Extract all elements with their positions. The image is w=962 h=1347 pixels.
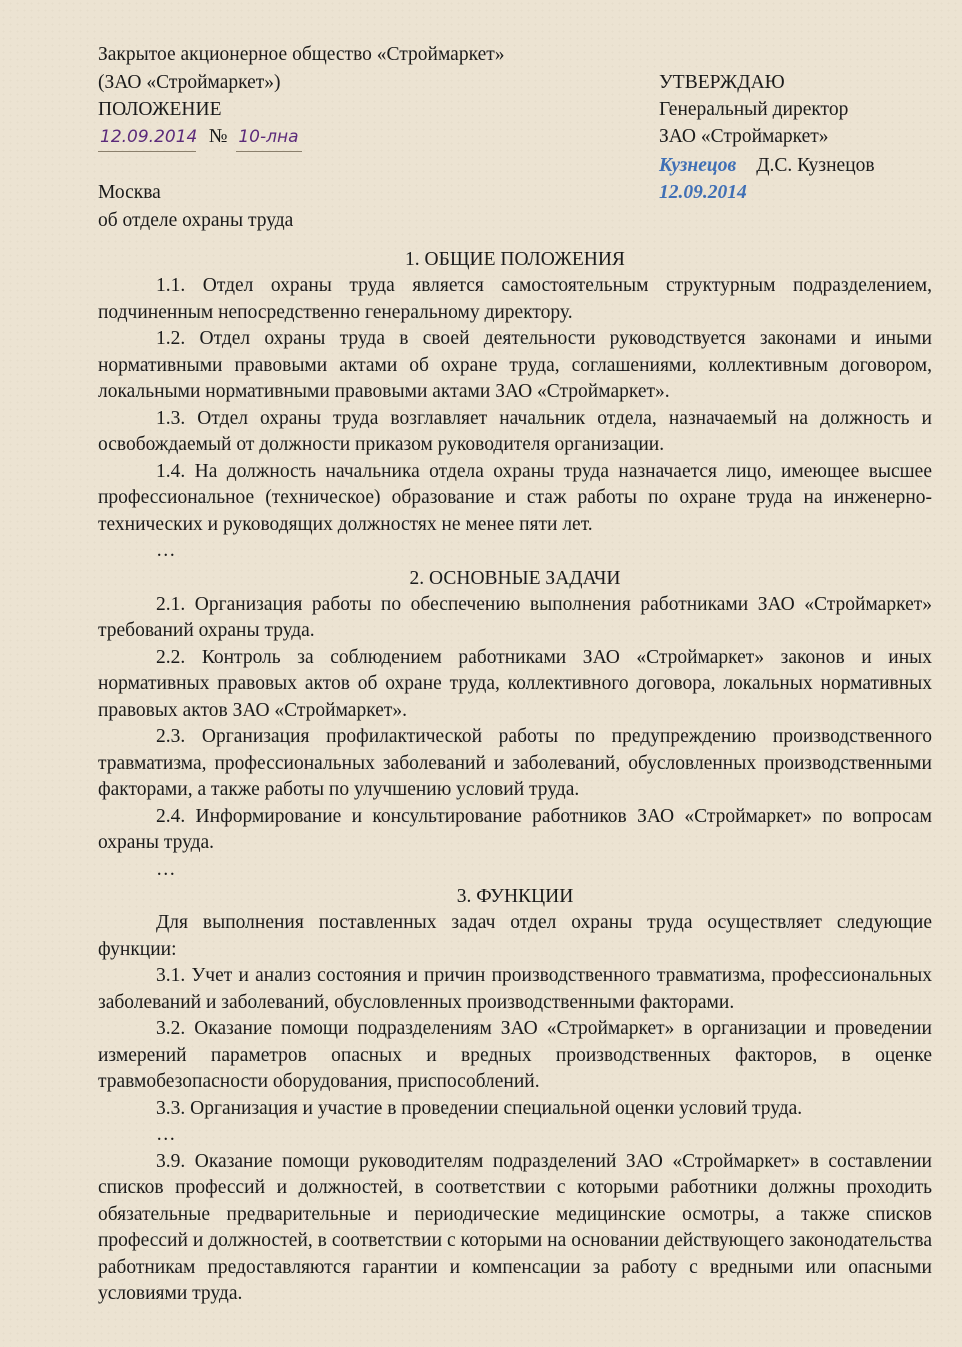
ellipsis: …: [156, 858, 176, 880]
paragraph: 2.4. Информирование и консультирование работников ЗАО «Строймаркет» по вопросам охраны труда.: [98, 805, 932, 853]
paragraph: 3.3. Организация и участие в проведении специальной оценки условий труда.: [156, 1097, 803, 1119]
city: Москва: [98, 182, 161, 203]
date-number-line: [98, 123, 302, 152]
paragraph: 2.3. Организация профилактической работы по предупреждению производственного травматизма, профессиональных заболеваний и заболеваний, обусловленных производственными факторами, а также работы по улучшению условий труда.: [98, 726, 932, 800]
paragraph: 3.9. Оказание помощи руководителям подразделений ЗАО «Строймаркет» в составлении списков профессий и должностей, в соответствии с которыми работники должны проходить обязательные предварительные и периодические медицинские осмотры, а также списков профессий и должностей, в соответствии с которыми на основании действующего законодательства работникам предоставляются гарантии и компенсации за работу с вредными или опасными условиями труда.: [98, 1150, 932, 1304]
document-number: 10-лна: [236, 124, 302, 152]
approver-name: Д.С. Кузнецов: [756, 155, 875, 176]
ellipsis: …: [156, 1124, 176, 1145]
paragraph: 1.1. Отдел охраны труда является самостоятельным структурным подразделением, подчиненным непосредственно генеральному директору.: [98, 275, 932, 323]
org-short-name: (ЗАО «Строймаркет»): [98, 72, 281, 93]
section-intro: Для выполнения поставленных задач отдел охраны труда осуществляет следующие функции:: [98, 912, 932, 960]
document-type: ПОЛОЖЕНИЕ: [98, 99, 222, 120]
section-heading: 3. ФУНКЦИИ: [456, 886, 574, 907]
section-heading: 2. ОСНОВНЫЕ ЗАДАЧИ: [409, 567, 621, 589]
handwritten-signature: Кузнецов: [659, 155, 737, 176]
document-header: [0, 0, 962, 240]
document-body: [98, 246, 932, 1308]
document-date: 12.09.2014: [98, 124, 196, 152]
paragraph: 2.2. Контроль за соблюдением работниками ЗАО «Строймаркет» законов и иных нормативных правовых актов об охране труда, коллективного договора, локальных нормативных правовых актов ЗАО «Строймаркет».: [98, 646, 932, 721]
paragraph: 3.1. Учет и анализ состояния и причин производственного травматизма, профессиональных заболеваний и заболеваний, обусловленных производственными факторами.: [98, 965, 932, 1013]
approval-date: 12.09.2014: [659, 182, 747, 203]
signature-line: [659, 152, 875, 179]
paragraph: 1.3. Отдел охраны труда возглавляет начальник отдела, назначаемый на должность и освобождаемый от должности приказом руководителя организации.: [98, 407, 932, 455]
number-sign: №: [208, 126, 228, 147]
approve-title: УТВЕРЖДАЮ: [659, 72, 785, 93]
ellipsis: …: [156, 540, 176, 561]
approver-org: ЗАО «Строймаркет»: [659, 126, 829, 147]
paragraph: 3.2. Оказание помощи подразделениям ЗАО «Строймаркет» в организации и проведении измерений параметров опасных и вредных производственных факторов, в оценке травмобезопасности оборудования, приспособлений.: [98, 1018, 932, 1092]
paragraph: 1.2. Отдел охраны труда в своей деятельности руководствуется законами и иными нормативными правовыми актами об охране труда, соглашениями, коллективным договором, локальными нормативными правовыми актами ЗАО «Строймаркет».: [98, 328, 932, 402]
document-subject: об отделе охраны труда: [98, 210, 294, 231]
org-full-name: Закрытое акционерное общество «Строймаркет»: [98, 44, 505, 65]
approver-position: Генеральный директор: [659, 99, 849, 120]
paragraph: 1.4. На должность начальника отдела охраны труда назначается лицо, имеющее высшее профессиональное (техническое) образование и стаж работы по охране труда на инженерно-технических и руководящих должностях не менее пяти лет.: [98, 460, 932, 535]
section-heading: 1. ОБЩИЕ ПОЛОЖЕНИЯ: [405, 249, 625, 270]
paragraph: 2.1. Организация работы по обеспечению выполнения работниками ЗАО «Строймаркет» требований охраны труда.: [98, 593, 932, 641]
